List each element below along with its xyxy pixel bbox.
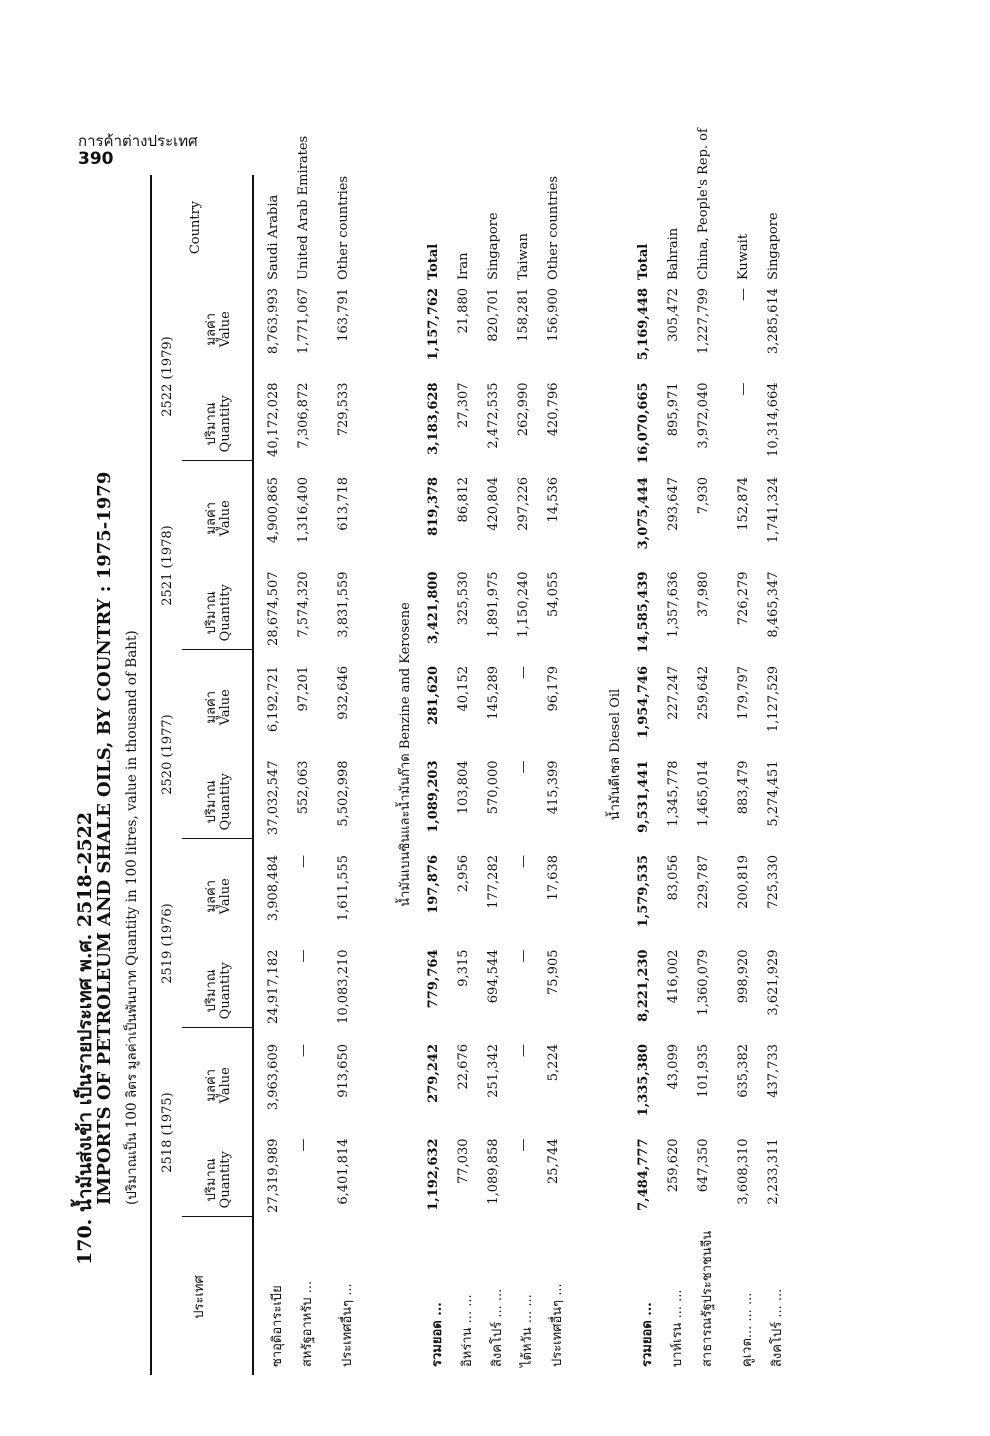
table-cell: 103,804 (456, 760, 471, 815)
year-header: 2519 (1976) (160, 903, 175, 984)
table-cell: 819,378 (426, 477, 441, 536)
table-cell: 1,465,014 (696, 760, 711, 827)
table-cell: 1,954,746 (636, 666, 651, 739)
row-label-thai: สิงคโปร์ ... ... (770, 1288, 785, 1367)
section-title: น้ำมันดีเซล Diesel Oil (608, 688, 623, 821)
table-cell: 1,360,079 (696, 949, 711, 1016)
table-cell: 25,744 (546, 1138, 561, 1184)
table-cell: 1,192,632 (426, 1138, 441, 1211)
table-cell: 1,579,535 (636, 855, 651, 928)
row-label-country: Total (636, 243, 651, 280)
table-cell: 227,247 (666, 666, 681, 720)
table-cell: 75,905 (546, 949, 561, 995)
table-cell: 7,930 (696, 477, 711, 515)
table-cell: 293,647 (666, 477, 681, 531)
quantity-header: Quantity (218, 1151, 233, 1209)
table-cell: 22,676 (456, 1044, 471, 1090)
row-label-country: Iran (456, 252, 471, 280)
table-cell: 416,002 (666, 949, 681, 1004)
row-label-thai: อิหร่าน ... ... (460, 1294, 475, 1367)
table-cell: 415,399 (546, 760, 561, 815)
table-cell: 2,956 (456, 855, 471, 893)
column-header-thai-country: ประเทศ (192, 1275, 207, 1319)
table-cell: 229,787 (696, 855, 711, 909)
table-cell: — (516, 855, 531, 868)
table-cell: 163,791 (336, 288, 351, 342)
table-cell: 820,701 (486, 288, 501, 342)
year-header: 2522 (1979) (160, 336, 175, 417)
table-cell: 2,233,311 (766, 1138, 781, 1205)
table-cell: 145,289 (486, 666, 501, 720)
table-cell: 7,574,320 (296, 571, 311, 638)
section-name: การค้าต่างประเทศ (78, 132, 198, 150)
row-label-thai: สิงคโปร์ ... ... (490, 1288, 505, 1367)
table-cell: — (296, 1044, 311, 1057)
table-cell: 552,063 (296, 760, 311, 815)
row-label-country: United Arab Emirates (296, 135, 311, 280)
table-cell: 5,224 (546, 1044, 561, 1082)
table-cell: 1,127,529 (766, 666, 781, 733)
table-cell: 37,032,547 (266, 760, 281, 835)
table-cell: 21,880 (456, 288, 471, 334)
table-cell: 177,282 (486, 855, 501, 909)
value-header-thai: มูลค่า (204, 690, 219, 724)
section-title: น้ำมันเบนซินและน้ำมันก๊าด Benzine and Kerosene (398, 602, 413, 907)
table-cell: 54,055 (546, 571, 561, 617)
row-label-country: Saudi Arabia (266, 194, 281, 280)
table-cell: 281,620 (426, 666, 441, 725)
table-cell: 1,357,636 (666, 571, 681, 638)
table-cell: 14,536 (546, 477, 561, 523)
table-cell: — (516, 666, 531, 679)
table-cell: 8,465,347 (766, 571, 781, 638)
table-cell: 40,152 (456, 666, 471, 712)
row-label-country: Other countries (546, 175, 561, 280)
header-rule (252, 175, 254, 1375)
quantity-header: Quantity (218, 773, 233, 831)
table-cell: 101,935 (696, 1044, 711, 1098)
quantity-header-thai: ปริมาณ (204, 402, 219, 446)
table-cell: 1,157,762 (426, 288, 441, 361)
table-cell: 647,350 (696, 1138, 711, 1193)
table-cell: 729,533 (336, 382, 351, 437)
title-thai-text: น้ำมันส่งเข้า เป็นรายประเทศ พ.ศ. 2518–2522 (74, 811, 96, 1213)
table-cell: — (296, 855, 311, 868)
value-header-thai: มูลค่า (204, 1068, 219, 1102)
row-label-country: Other countries (336, 175, 351, 280)
table-cell: 998,920 (736, 949, 751, 1004)
table-cell: 279,242 (426, 1044, 441, 1103)
table-cell: 24,917,182 (266, 949, 281, 1024)
page-number: 390 (78, 149, 114, 169)
table-cell: — (516, 949, 531, 963)
table-cell: 895,971 (666, 382, 681, 437)
column-divider (182, 1216, 252, 1217)
column-divider (182, 1027, 252, 1028)
table-cell: 1,089,858 (486, 1138, 501, 1205)
table-cell: 3,608,310 (736, 1138, 751, 1205)
table-cell: 10,083,210 (336, 949, 351, 1024)
value-header-thai: มูลค่า (204, 879, 219, 913)
column-divider (182, 460, 252, 461)
table-cell: 179,797 (736, 666, 751, 720)
row-label-country: China, People's Rep. of (696, 128, 711, 280)
row-label-thai: สาธารณรัฐประชาชนจีน (700, 1230, 715, 1367)
table-cell: 259,620 (666, 1138, 681, 1193)
table-cell: 3,421,800 (426, 571, 441, 644)
table-cell: 635,382 (736, 1044, 751, 1098)
table-title-english: IMPORTS OF PETROLEUM AND SHALE OILS, BY COUNTRY : 1975-1979 (94, 471, 115, 1205)
table-cell: 932,646 (336, 666, 351, 720)
column-divider (182, 649, 252, 650)
table-cell: 8,221,230 (636, 949, 651, 1022)
year-header: 2518 (1975) (160, 1092, 175, 1173)
table-cell: 86,812 (456, 477, 471, 523)
table-cell: — (736, 382, 751, 396)
row-label-thai: สหรัฐอาหรับ ... (300, 1280, 315, 1367)
value-header: Value (218, 500, 233, 537)
quantity-header: Quantity (218, 584, 233, 642)
table-cell: 5,274,451 (766, 760, 781, 827)
row-label-thai: บาห์เรน ... ... (670, 1289, 685, 1367)
quantity-header: Quantity (218, 395, 233, 453)
table-cell: 3,621,929 (766, 949, 781, 1016)
table-cell: 8,763,993 (266, 288, 281, 355)
column-header-country: Country (188, 200, 203, 255)
value-header-thai: มูลค่า (204, 501, 219, 535)
table-cell: 5,169,448 (636, 288, 651, 361)
table-cell: 14,585,439 (636, 571, 651, 653)
table-cell: 3,285,614 (766, 288, 781, 355)
table-cell: 10,314,664 (766, 382, 781, 457)
value-header-thai: มูลค่า (204, 312, 219, 346)
quantity-header-thai: ปริมาณ (204, 1158, 219, 1202)
table-cell: 1,741,324 (766, 477, 781, 544)
quantity-header-thai: ปริมาณ (204, 591, 219, 635)
table-cell: — (736, 288, 751, 301)
table-unit-note: (ปริมาณเป็น 100 ลิตร มูลค่าเป็นพันบาท Quantity in 100 litres, value in thousand of Baht) (124, 630, 140, 1205)
row-label-country: Singapore (766, 212, 781, 280)
table-cell: 158,281 (516, 288, 531, 342)
table-cell: 1,891,975 (486, 571, 501, 638)
table-cell: 1,316,400 (296, 477, 311, 544)
table-cell: 5,502,998 (336, 760, 351, 827)
table-cell: 9,315 (456, 949, 471, 987)
table-cell: 4,900,865 (266, 477, 281, 544)
table-cell: 9,531,441 (636, 760, 651, 833)
value-header: Value (218, 689, 233, 726)
page-header (78, 132, 198, 168)
table-cell: 1,227,799 (696, 288, 711, 355)
row-label-country: Singapore (486, 212, 501, 280)
year-header: 2520 (1977) (160, 714, 175, 795)
row-label-thai: ไต้หวัน ... ... (520, 1294, 535, 1367)
table-cell: 325,530 (456, 571, 471, 626)
row-label-thai: รวมยอด ... (430, 1302, 445, 1367)
row-label-thai: รวมยอด ... (640, 1302, 655, 1367)
table-cell: 40,172,028 (266, 382, 281, 457)
quantity-header-thai: ปริมาณ (204, 969, 219, 1013)
row-label-thai: คูเวต... ... ... (740, 1292, 755, 1367)
table-cell: 3,075,444 (636, 477, 651, 550)
table-cell: 3,908,484 (266, 855, 281, 922)
table-cell: — (516, 1138, 531, 1152)
table-cell: 3,972,040 (696, 382, 711, 449)
table-cell: 156,900 (546, 288, 561, 342)
value-header: Value (218, 878, 233, 915)
table-cell: 17,638 (546, 855, 561, 901)
table-cell: 726,279 (736, 571, 751, 626)
table-cell: 251,342 (486, 1044, 501, 1098)
table-cell: 1,335,380 (636, 1044, 651, 1117)
table-cell: 1,771,067 (296, 288, 311, 355)
table-cell: 77,030 (456, 1138, 471, 1184)
quantity-header-thai: ปริมาณ (204, 780, 219, 824)
table-cell: 200,819 (736, 855, 751, 909)
table-cell: 1,345,778 (666, 760, 681, 827)
table-cell: 6,401,814 (336, 1138, 351, 1205)
table-cell: — (296, 1138, 311, 1152)
table-cell: 570,000 (486, 760, 501, 815)
table-cell: 27,319,989 (266, 1138, 281, 1213)
table-cell: — (296, 949, 311, 963)
table-cell: 2,472,535 (486, 382, 501, 449)
table-cell: 6,192,721 (266, 666, 281, 733)
value-header: Value (218, 311, 233, 348)
quantity-header: Quantity (218, 962, 233, 1020)
table-cell: 297,226 (516, 477, 531, 531)
year-header: 2521 (1978) (160, 525, 175, 606)
row-label-country: Bahrain (666, 227, 681, 280)
table-cell: 43,099 (666, 1044, 681, 1090)
row-label-country: Taiwan (516, 233, 531, 280)
table-cell: 7,306,872 (296, 382, 311, 449)
column-divider (182, 838, 252, 839)
row-label-thai: ซาอุดิอาระเบีย (270, 1285, 285, 1367)
table-cell: — (516, 760, 531, 774)
table-cell: 437,733 (766, 1044, 781, 1098)
table-cell: 3,831,559 (336, 571, 351, 638)
table-cell: 16,070,665 (636, 382, 651, 464)
table-cell: 913,650 (336, 1044, 351, 1098)
table-cell: 28,674,507 (266, 571, 281, 646)
table-cell: 613,718 (336, 477, 351, 531)
table-cell: 420,804 (486, 477, 501, 531)
table-cell: 3,183,628 (426, 382, 441, 455)
table-cell: 1,611,555 (336, 855, 351, 922)
value-header: Value (218, 1067, 233, 1104)
table-cell: 96,179 (546, 666, 561, 712)
table-cell: 27,307 (456, 382, 471, 428)
table-cell: 152,874 (736, 477, 751, 531)
table-cell: — (516, 1044, 531, 1057)
row-label-country: Kuwait (736, 233, 751, 280)
table-cell: 420,796 (546, 382, 561, 437)
row-label-thai: ประเทศอื่นๆ ... (340, 1283, 355, 1367)
top-rule (150, 175, 152, 1375)
table-cell: 305,472 (666, 288, 681, 342)
table-cell: 3,963,609 (266, 1044, 281, 1111)
table-cell: 1,089,203 (426, 760, 441, 833)
table-cell: 779,764 (426, 949, 441, 1009)
table-cell: 197,876 (426, 855, 441, 914)
table-cell: 725,330 (766, 855, 781, 909)
row-label-country: Total (426, 243, 441, 280)
table-cell: 1,150,240 (516, 571, 531, 638)
table-cell: 37,980 (696, 571, 711, 617)
table-cell: 262,990 (516, 382, 531, 437)
table-cell: 83,056 (666, 855, 681, 901)
table-cell: 694,544 (486, 949, 501, 1004)
table-number: 170. (74, 1218, 96, 1265)
table-cell: 259,642 (696, 666, 711, 720)
table-cell: 7,484,777 (636, 1138, 651, 1211)
table-cell: 97,201 (296, 666, 311, 712)
row-label-thai: ประเทศอื่นๆ ... (550, 1283, 565, 1367)
table-cell: 883,479 (736, 760, 751, 815)
